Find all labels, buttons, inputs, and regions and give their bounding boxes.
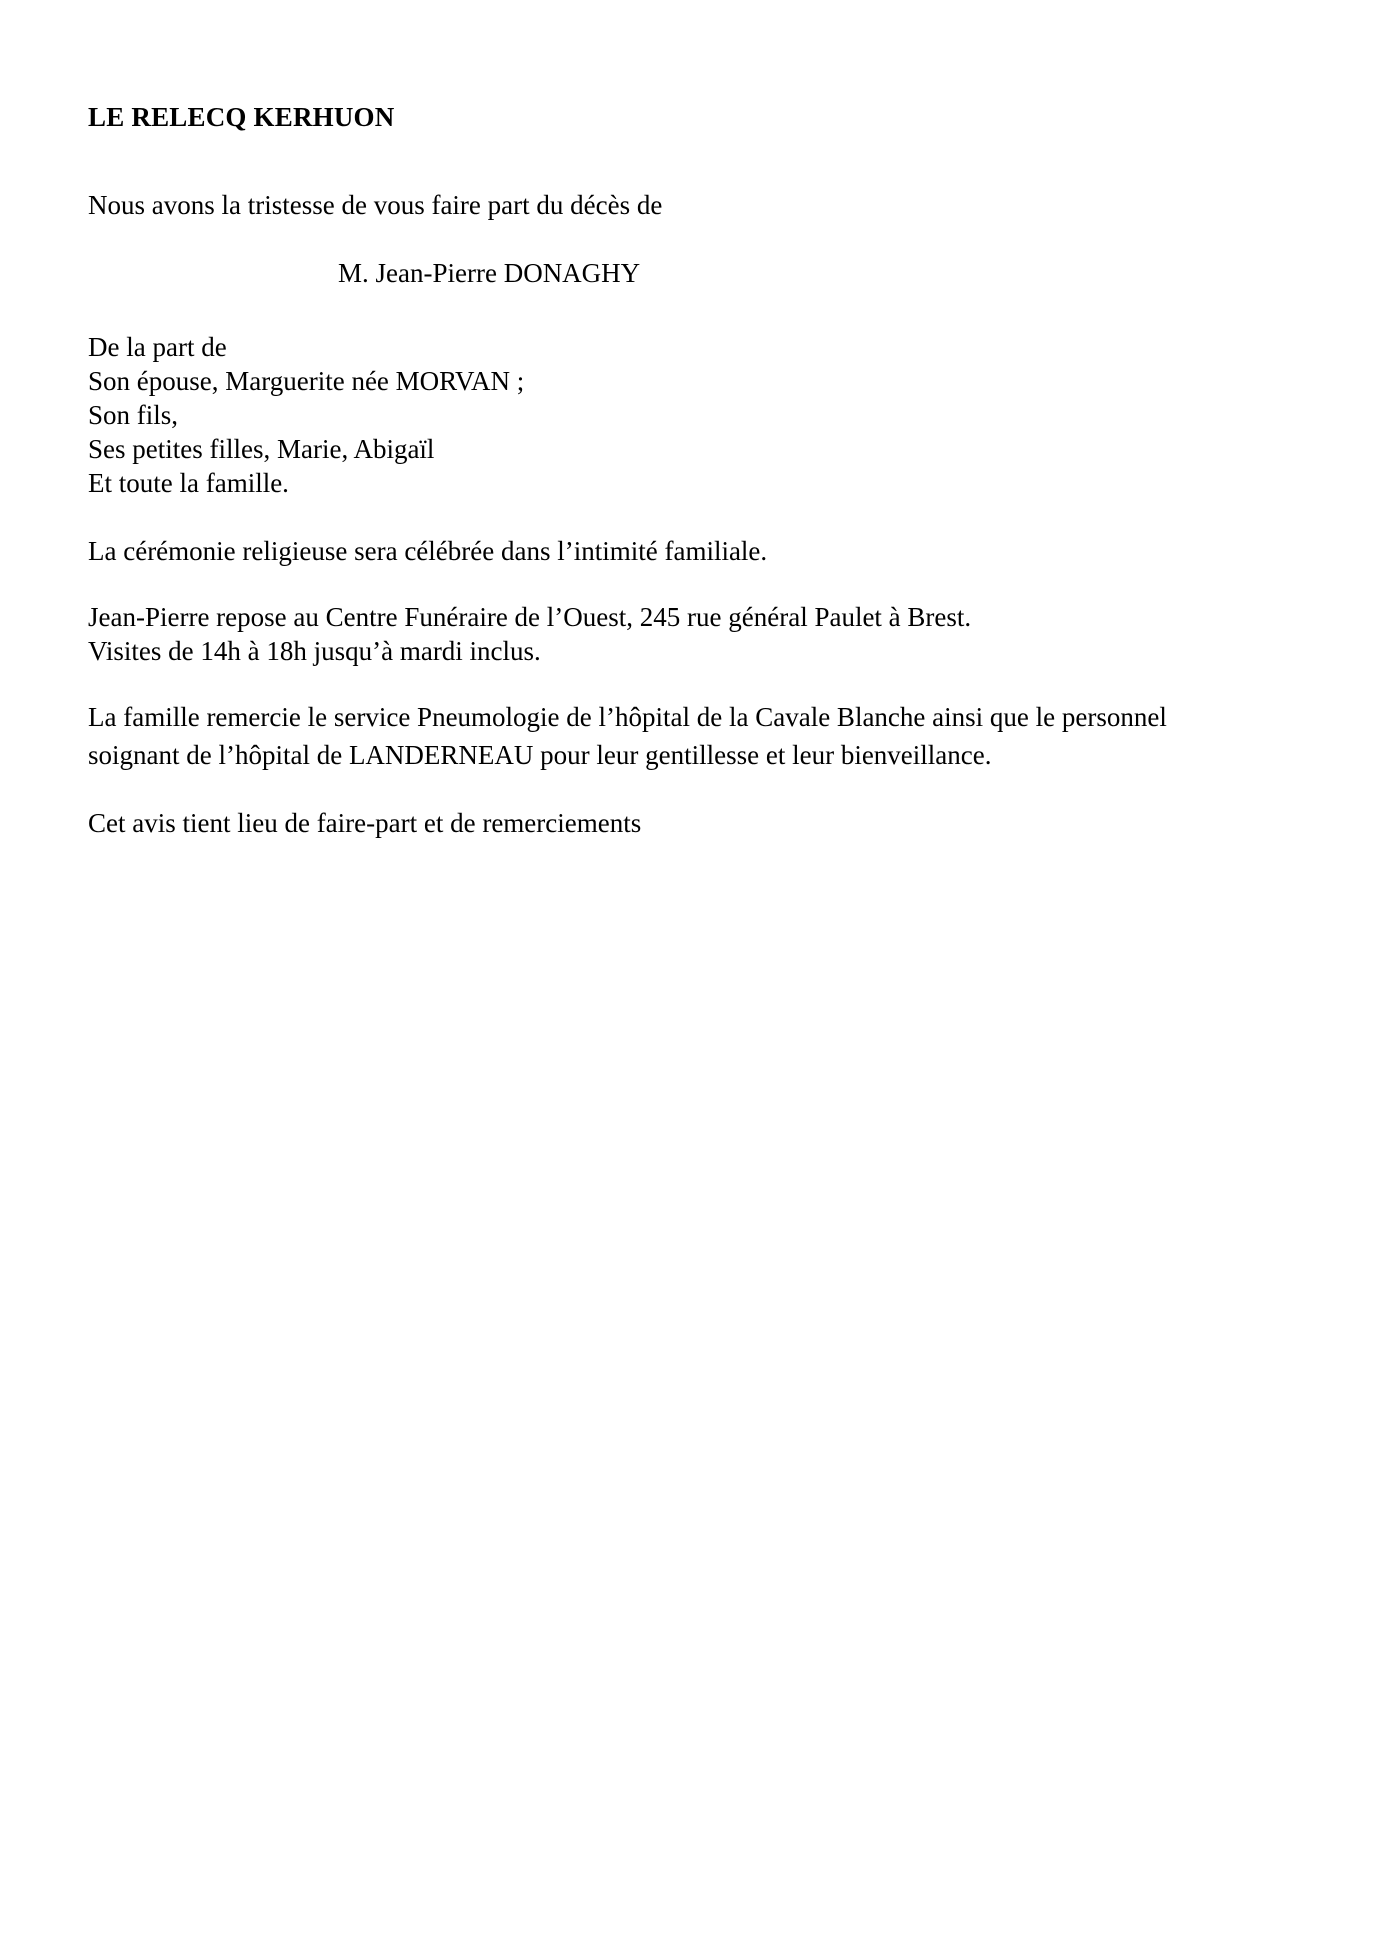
family-block-label: De la part de [88, 332, 227, 362]
visiting-hours: Visites de 14h à 18h jusqu’à mardi inclus. [88, 636, 541, 666]
ceremony-note: La cérémonie religieuse sera célébrée dans l’intimité familiale. [88, 536, 768, 566]
repose-location: Jean-Pierre repose au Centre Funéraire de l’Ouest, 245 rue général Paulet à Brest. [88, 602, 972, 632]
document-body [88, 100, 1268, 842]
family-member: Son épouse, Marguerite née MORVAN ; [88, 366, 525, 396]
closing-note: Cet avis tient lieu de faire-part et de remerciements [88, 808, 642, 838]
family-member: Son fils, [88, 400, 179, 430]
thanks-paragraph: La famille remercie le service Pneumologie de l’hôpital de la Cavale Blanche ainsi que le personnel soignant de l’hôpital de LANDERNEAU pour leur gentillesse et leur bienveillance. [88, 702, 1167, 770]
family-member: Et toute la famille. [88, 468, 289, 498]
family-block [88, 330, 1268, 500]
repose-block [88, 600, 1268, 668]
deceased-name: M. Jean-Pierre DONAGHY [338, 258, 641, 288]
family-member: Ses petites filles, Marie, Abigaïl [88, 434, 435, 464]
page-title: LE RELECQ KERHUON [88, 102, 395, 132]
announcement-intro: Nous avons la tristesse de vous faire part du décès de [88, 190, 663, 220]
